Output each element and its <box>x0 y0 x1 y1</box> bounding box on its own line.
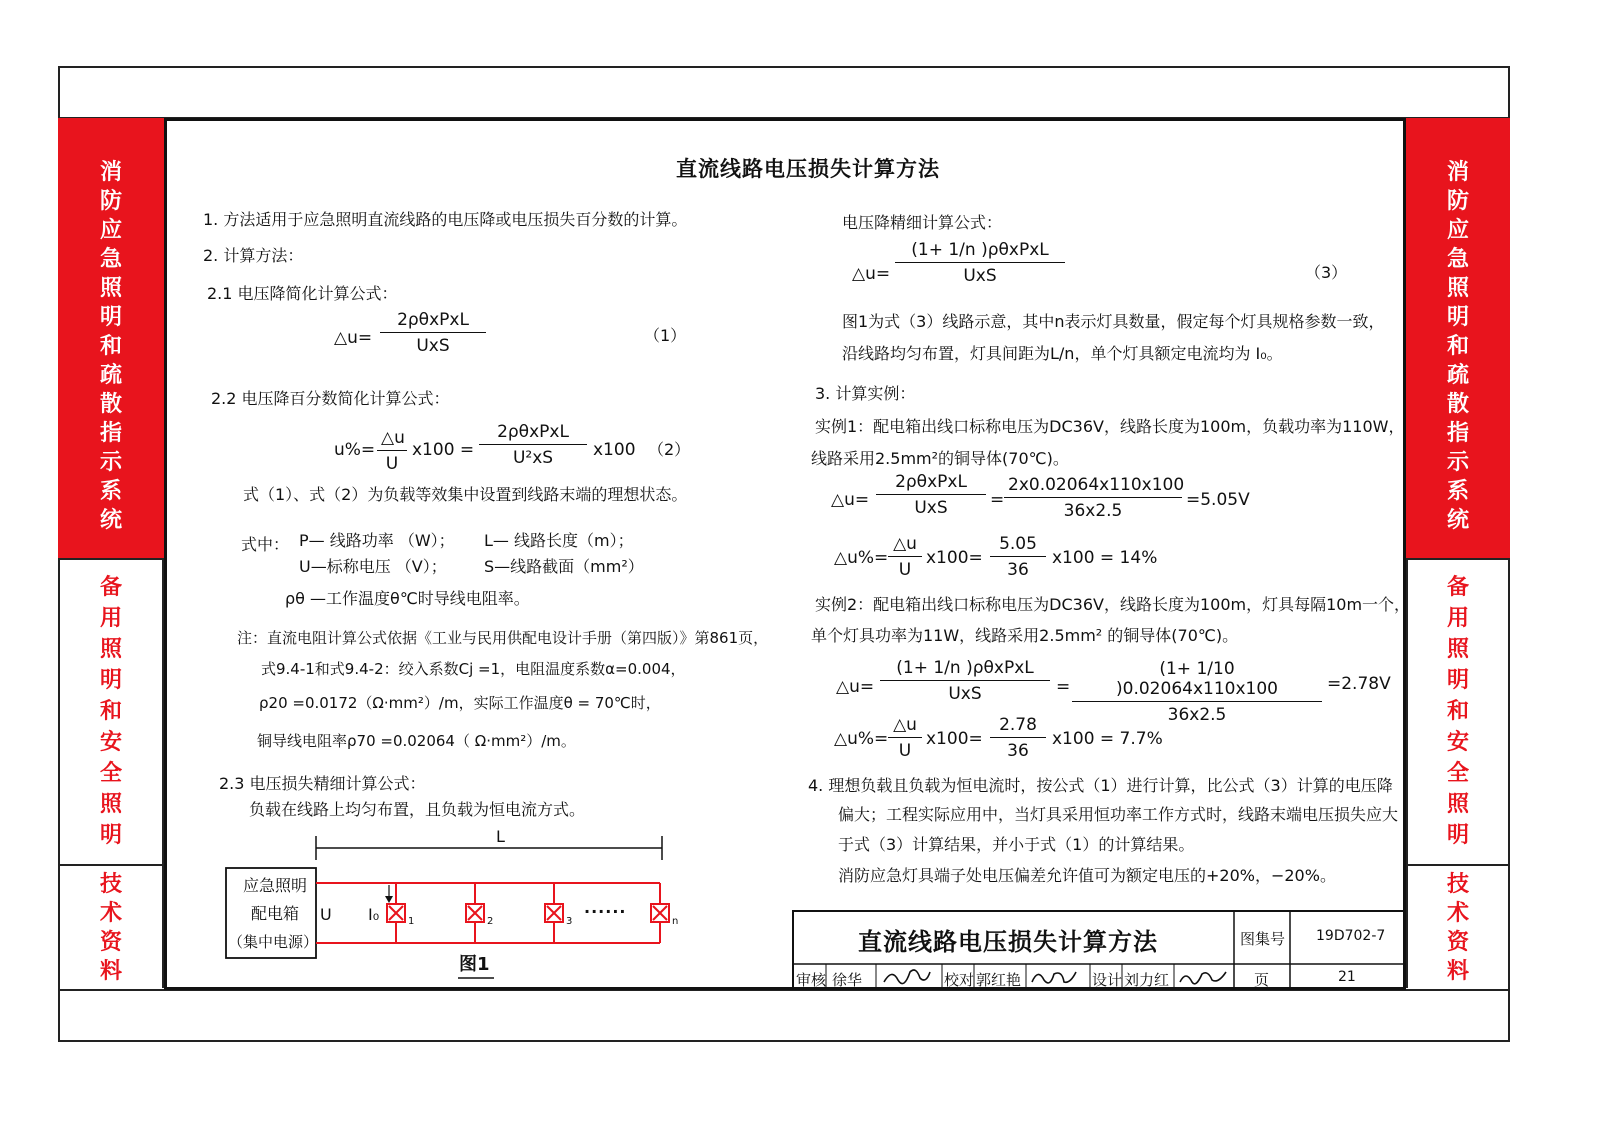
page-number: 21 <box>1338 969 1356 985</box>
design-signature <box>1180 972 1226 984</box>
def-p: P— 线路功率 （W）； <box>299 531 455 550</box>
right-side-label-3-text: 技术资料 <box>1446 872 1469 984</box>
formula-2-mid: x100 = <box>412 440 475 460</box>
ex1-pct-mid: x100= <box>926 548 983 568</box>
ex2-pct-result: x100 = 7.7% <box>1052 729 1163 749</box>
ex2-pct-numerator-2: 2.78 <box>990 715 1046 738</box>
section-2-3: 2.3 电压损失精细计算公式： <box>219 774 426 793</box>
ex2-pct-denominator-1: U <box>898 741 912 761</box>
left-side-label-1-text: 消防应急照明和疏散指示系统 <box>99 160 122 533</box>
dimension-label: L <box>496 827 505 846</box>
def-rho: ρθ —工作温度θ℃时导线电阻率。 <box>285 589 530 608</box>
formula-2-number: （2） <box>648 440 691 459</box>
formula-1-number: （1） <box>644 326 687 345</box>
formula-3-fraction <box>895 240 1065 286</box>
review-name: 徐华 <box>832 971 863 989</box>
ex1-numerator-2: 2x0.02064x110x100 <box>1004 475 1182 498</box>
check-label: 校对 <box>944 971 975 989</box>
ex2-numerator-2: (1+ 1/10 )0.02064x110x100 <box>1072 659 1322 702</box>
ex1-pct-fraction-1 <box>888 534 922 580</box>
ex1-numerator-1: 2ρθxPxL <box>876 472 986 495</box>
ex1-pct-denominator-2: 36 <box>1007 560 1029 580</box>
lamp-3-index: 3 <box>566 916 573 927</box>
ex1-pct-fraction-2 <box>990 534 1046 580</box>
paragraph-1: 图1为式（3）线路示意，其中n表示灯具数量，假定每个灯具规格参数一致， <box>842 312 1385 331</box>
formula-2b-numerator: 2ρθxPxL <box>479 422 587 445</box>
note-line-3: ρ20 =0.0172（Ω·mm²）/m，实际工作温度θ = 70℃时， <box>259 694 661 712</box>
ex2-pct-fraction-2 <box>990 715 1046 761</box>
ex2-pct-numerator-1: △u <box>888 715 922 738</box>
ex1-fraction-1 <box>876 472 986 518</box>
ex2-denominator-1: UxS <box>948 684 982 704</box>
review-label: 审核 <box>796 971 827 989</box>
formula-3-denominator: UxS <box>963 266 997 286</box>
ex1-equals: = <box>990 490 1005 510</box>
example-1-line-1: 实例1：配电箱出线口标称电压为DC36V，线路长度为100m，负载功率为110W， <box>815 417 1405 436</box>
def-s: S—线路截面（mm²） <box>484 557 644 576</box>
right-side-label-2-text: 备用照明和安全照明 <box>1446 575 1469 848</box>
page-title: 直流线路电压损失计算方法 <box>676 157 940 181</box>
item-1: 1. 方法适用于应急照明直流线路的电压降或电压损失百分数的计算。 <box>203 210 688 229</box>
note-line-4: 铜导线电阻率ρ70 =0.02064（ Ω·mm²）/m。 <box>257 732 576 750</box>
formula-2-tail: x100 <box>593 440 636 460</box>
check-name: 郭红艳 <box>976 971 1022 989</box>
title-block-title: 直流线路电压损失计算方法 <box>858 928 1158 956</box>
formula-1-numerator: 2ρθxPxL <box>380 310 486 333</box>
ex2-fraction-2 <box>1072 659 1322 725</box>
section-2-1: 2.1 电压降简化计算公式： <box>207 284 398 303</box>
design-label: 设计 <box>1092 971 1123 989</box>
ex2-formula-lhs: △u= <box>836 677 875 697</box>
left-side-label-2-text: 备用照明和安全照明 <box>99 575 122 848</box>
ex1-denominator-2: 36x2.5 <box>1063 501 1123 521</box>
formula-2a-numerator: △u <box>377 428 407 451</box>
section-2-3-desc: 负载在线路上均匀布置，且负载为恒电流方式。 <box>249 800 586 819</box>
atlas-number: 19D702-7 <box>1316 928 1386 944</box>
voltage-label: U <box>320 905 332 924</box>
formula-2b-denominator: U²xS <box>512 448 554 468</box>
box-label-1: 应急照明 <box>243 876 308 895</box>
formula-1-lhs: △u= <box>334 328 373 348</box>
ex1-denominator-1: UxS <box>914 498 948 518</box>
section-2-2: 2.2 电压降百分数简化计算公式： <box>211 389 450 408</box>
ellipsis: ······ <box>584 902 627 921</box>
design-name: 刘力红 <box>1124 971 1170 989</box>
where-label: 式中： <box>241 535 290 554</box>
ex2-pct-fraction-1 <box>888 715 922 761</box>
paragraph-2: 沿线路均匀布置，灯具间距为L/n，单个灯具额定电流均为 I₀。 <box>842 344 1283 363</box>
item-4-line-4: 消防应急灯具端子处电压偏差允许值可为额定电压的+20%，−20%。 <box>838 866 1336 885</box>
item-3: 3. 计算实例： <box>815 384 916 403</box>
ex2-pct-mid: x100= <box>926 729 983 749</box>
figure-caption: 图1 <box>459 954 490 975</box>
box-label-3: （集中电源） <box>228 933 319 951</box>
formula-1-denominator: UxS <box>416 336 450 356</box>
box-label-2: 配电箱 <box>251 904 300 923</box>
example-2-line-2: 单个灯具功率为11W，线路采用2.5mm² 的铜导体(70℃)。 <box>811 626 1239 645</box>
def-u: U—标称电压 （V）； <box>299 557 447 576</box>
lamp-2-index: 2 <box>487 916 494 927</box>
ex2-pct-lhs: △u%= <box>834 729 889 749</box>
formula-3-number: （3） <box>1305 263 1348 282</box>
ex1-pct-denominator-1: U <box>898 560 912 580</box>
note-line-1: 注：直流电阻计算公式依据《工业与民用供配电设计手册（第四版）》第861页， <box>237 629 769 647</box>
formula-3-numerator: (1+ 1/n )ρθxPxL <box>895 240 1065 263</box>
ex2-denominator-2: 36x2.5 <box>1167 705 1227 725</box>
formula-2-lhs: u%= <box>334 440 376 460</box>
ex1-pct-numerator-2: 5.05 <box>990 534 1046 557</box>
formula-2a-denominator: U <box>385 454 399 474</box>
ex1-pct-numerator-1: △u <box>888 534 922 557</box>
item-2: 2. 计算方法： <box>203 246 304 265</box>
page-label: 页 <box>1254 971 1270 989</box>
item-4-line-1: 4. 理想负载且负载为恒电流时，按公式（1）进行计算，比公式（3）计算的电压降 <box>808 776 1393 795</box>
right-side-label-1-text: 消防应急照明和疏散指示系统 <box>1446 160 1469 533</box>
ex1-fraction-2 <box>1004 475 1185 521</box>
ex1-formula-lhs: △u= <box>831 490 870 510</box>
def-l: L— 线路长度（m）； <box>484 531 634 550</box>
ex1-pct-lhs: △u%= <box>834 548 889 568</box>
note-formula-1-2: 式（1）、式（2）为负载等效集中设置到线路末端的理想状态。 <box>243 485 688 504</box>
ex2-pct-denominator-2: 36 <box>1007 741 1029 761</box>
title-block <box>792 910 1404 988</box>
left-side-label-3-text: 技术资料 <box>99 872 122 984</box>
example-2-line-1: 实例2：配电箱出线口标称电压为DC36V，线路长度为100m，灯具每隔10m一个， <box>815 595 1411 614</box>
note-line-2: 式9.4-1和式9.4-2：绞入系数Cj =1，电阻温度系数α=0.004， <box>261 660 686 678</box>
ex1-result: =5.05V <box>1186 490 1250 510</box>
ex2-equals: = <box>1056 677 1071 697</box>
ex2-fraction-1 <box>880 658 1050 704</box>
item-4-line-3: 于式（3）计算结果，并小于式（1）的计算结果。 <box>838 835 1195 854</box>
review-signature <box>884 970 930 984</box>
formula-3-lhs: △u= <box>852 264 891 284</box>
lamp-n-index: n <box>672 916 679 927</box>
check-signature <box>1032 972 1076 983</box>
ex2-numerator-1: (1+ 1/n )ρθxPxL <box>880 658 1050 681</box>
ex1-pct-result: x100 = 14% <box>1052 548 1158 568</box>
ex2-result: =2.78V <box>1327 674 1391 694</box>
lamp-1-index: 1 <box>408 916 415 927</box>
section-precise-head: 电压降精细计算公式： <box>842 213 1003 232</box>
example-1-line-2: 线路采用2.5mm²的铜导体(70℃)。 <box>811 449 1069 468</box>
current-label: I₀ <box>368 905 380 924</box>
item-4-line-2: 偏大；工程实际应用中，当灯具采用恒功率工作方式时，线路末端电压损失应大 <box>838 805 1399 824</box>
atlas-label: 图集号 <box>1240 930 1286 948</box>
